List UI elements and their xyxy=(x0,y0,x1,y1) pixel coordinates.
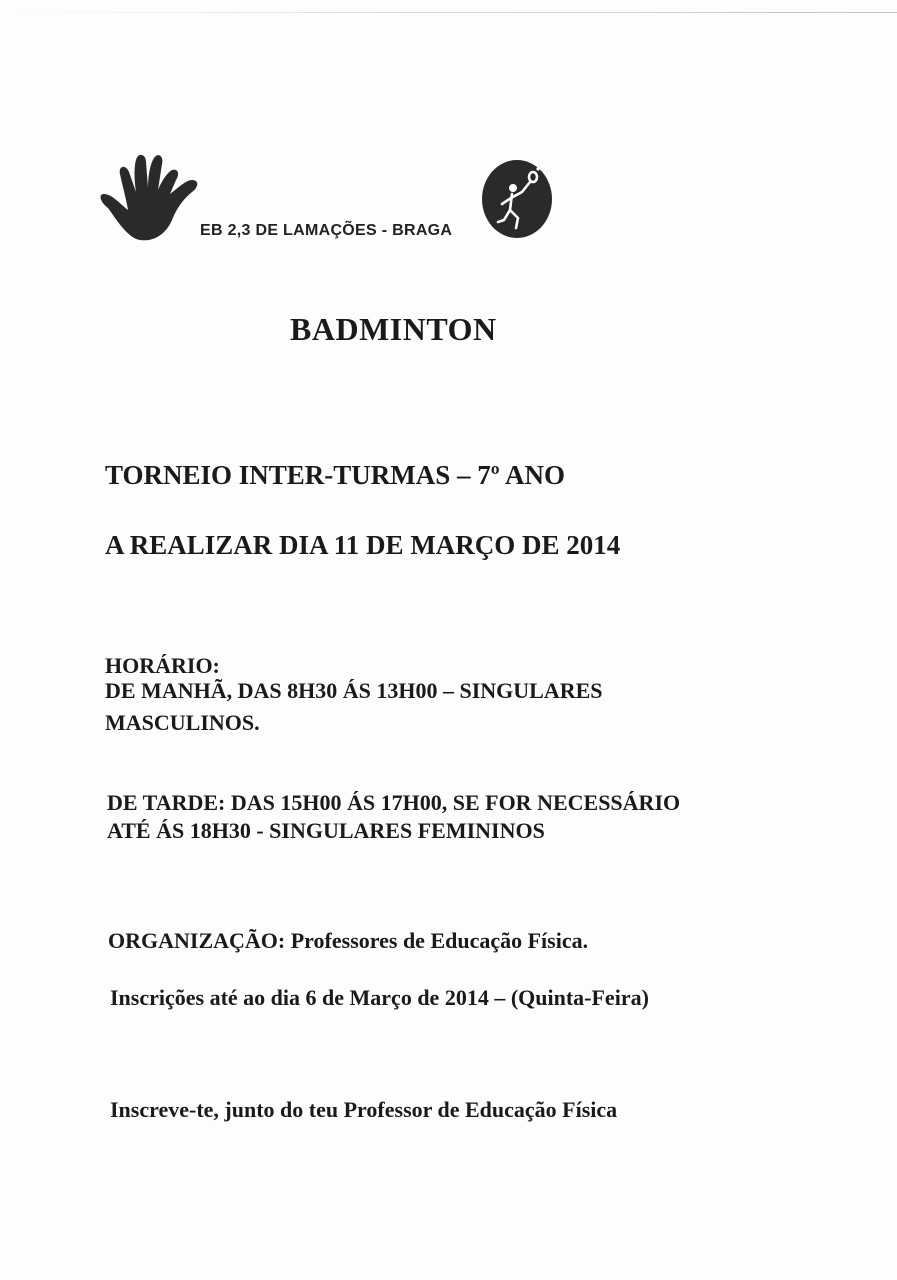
schedule-morning-line2: MASCULINOS. xyxy=(105,710,260,735)
schedule-afternoon-line2: ATÉ ÁS 18H30 - SINGULARES FEMININOS xyxy=(107,818,545,843)
tournament-line: TORNEIO INTER-TURMAS – 7º ANO xyxy=(105,460,565,490)
hand-icon xyxy=(96,150,200,246)
school-name: EB 2,3 DE LAMAÇÕES - BRAGA xyxy=(200,222,453,239)
schedule-afternoon-line1: DE TARDE: DAS 15H00 ÁS 17H00, SE FOR NECESSÁRIO xyxy=(107,790,681,815)
scan-edge-line xyxy=(0,12,897,13)
date-line: A REALIZAR DIA 11 DE MARÇO DE 2014 xyxy=(105,530,621,560)
organization-label: ORGANIZAÇÃO: xyxy=(108,928,286,953)
organization-text: Professores de Educação Física. xyxy=(285,928,589,953)
schedule-morning-line1: DE MANHÃ, DAS 8H30 ÁS 13H00 – SINGULARES xyxy=(105,678,603,703)
schedule-label: HORÁRIO: xyxy=(105,653,220,678)
badminton-player-icon xyxy=(480,158,554,240)
registration-instruction: Inscreve-te, junto do teu Professor de Educação Física xyxy=(110,1097,618,1122)
registration-deadline: Inscrições até ao dia 6 de Março de 2014 – (Quinta-Feira) xyxy=(110,985,649,1010)
page-title: BADMINTON xyxy=(290,311,497,347)
organization-line xyxy=(108,928,588,954)
